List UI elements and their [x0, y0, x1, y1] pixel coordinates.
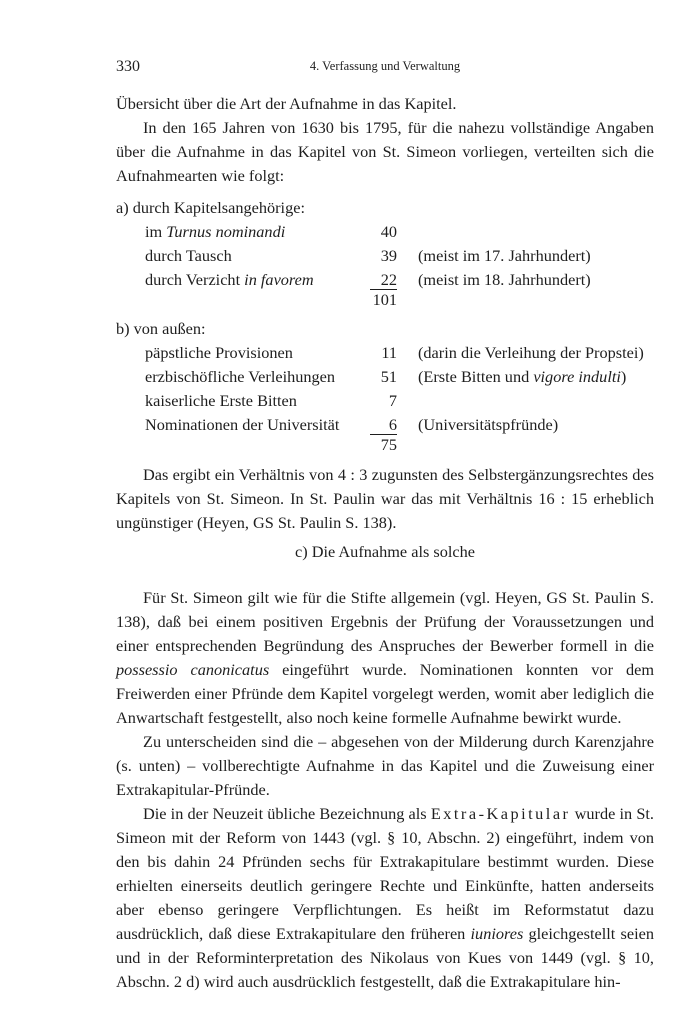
- table-a-row-1-label: im Turnus nominandi: [145, 222, 286, 241]
- paragraph-3: Die in der Neuzeit übliche Bezeichnung als Extra-Kapitular wurde in St. Simeon mit der Reform von 1443 (vgl. § 10, Abschn. 2) eingeführt, indem von den bis dahin 24 Pfründen sechs für Extrakapitulare bestimmt wurden. Diese erhielten einerseits deutlich geringere Rechte und Einkünfte, hatten anderseits aber ebenso geringere Verpflichtungen. Es heißt im Reformstatut dazu ausdrücklich, daß diese Extrakapitulare den früheren iuniores gleichgestellt seien und in der Reforminterpretation des Nikolaus von Kues von 1449 (vgl. § 10, Abschn. 2 d) wird auch ausdrücklich festgestellt, daß die Extrakapitulare hin-: [116, 804, 655, 991]
- paragraph-1: Für St. Simeon gilt wie für die Stifte allgemein (vgl. Heyen, GS St. Paulin S. 138), daß bei einem positiven Ergebnis der Prüfung der Voraussetzungen und einer entsprechenden Begründung des Anspruches der Bewerber formell in die possessio canonicatus eingeführt wurde. Nominationen konnten vor dem Freiwerden einer Pfründe dem Kapitel vorgelegt werden, womit aber lediglich die Anwartschaft festgestellt, also noch keine formelle Aufnahme bewirkt wurde.: [116, 588, 655, 727]
- table-b-row-3-value: 7: [388, 391, 397, 410]
- section-heading: c) Die Aufnahme als solche: [295, 542, 475, 561]
- intro-line: Übersicht über die Art der Aufnahme in das Kapitel.: [116, 94, 457, 113]
- table-a-total: 101: [372, 290, 397, 309]
- table-a-row-2-label: durch Tausch: [145, 246, 232, 265]
- table-b-label: b) von außen:: [116, 319, 206, 338]
- body-text: [116, 586, 654, 994]
- table-b-total: 75: [380, 435, 397, 454]
- intro-paragraph: In den 165 Jahren von 1630 bis 1795, für die nahezu vollständige Angaben über die Aufnahme in das Kapitel von St. Simeon vorliegen, verteilten sich die Aufnahmearten wie folgt:: [116, 118, 654, 185]
- table-a-row-2-note: (meist im 17. Jahrhundert): [418, 246, 591, 265]
- running-head: 4. Verfassung und Verwaltung: [309, 59, 461, 73]
- table-b-row-2-label: erzbischöfliche Verleihungen: [145, 367, 336, 386]
- ratio-text: Das ergibt ein Verhältnis von 4 : 3 zugunsten des Selbstergänzungsrechtes des Kapitels von St. Simeon. In St. Paulin war das mit Verhältnis 16 : 15 erheblich ungünstiger (Heyen, GS St. Paulin S. 138).: [116, 465, 654, 532]
- intro-block: [116, 92, 654, 188]
- table-a-row-3-note: (meist im 18. Jahrhundert): [418, 270, 591, 289]
- table-b-row-1-label: päpstliche Provisionen: [145, 343, 293, 362]
- page-number: 330: [116, 58, 140, 75]
- table-b-row-4-note: (Universitätspfründe): [418, 415, 559, 434]
- table-b-row-1-value: 11: [381, 343, 397, 362]
- table-b-row-4-label: Nominationen der Universität: [145, 415, 340, 434]
- table-b-row-1-note: (darin die Verleihung der Propstei): [418, 343, 644, 362]
- table-b-row-2-value: 51: [380, 367, 397, 386]
- table-a-row-3-label: durch Verzicht in favorem: [145, 270, 314, 289]
- ratio-paragraph: [116, 463, 654, 535]
- paragraph-2: Zu unterscheiden sind die – abgesehen von der Milderung durch Karenzjahre (s. unten) – vollberechtigte Aufnahme in das Kapitel und die Zuweisung einer Extrakapitular-Pfründe.: [116, 732, 654, 799]
- table-a-row-1-value: 40: [380, 222, 397, 241]
- table-b-row-4-value: 6: [388, 415, 397, 434]
- table-a-row-2-value: 39: [380, 246, 397, 265]
- table-a-row-3-value: 22: [380, 270, 397, 289]
- table-b-row-3-label: kaiserliche Erste Bitten: [145, 391, 297, 410]
- table-b-row-2-note: (Erste Bitten und vigore indulti): [418, 367, 627, 386]
- table-a-label: a) durch Kapitelsangehörige:: [116, 198, 305, 217]
